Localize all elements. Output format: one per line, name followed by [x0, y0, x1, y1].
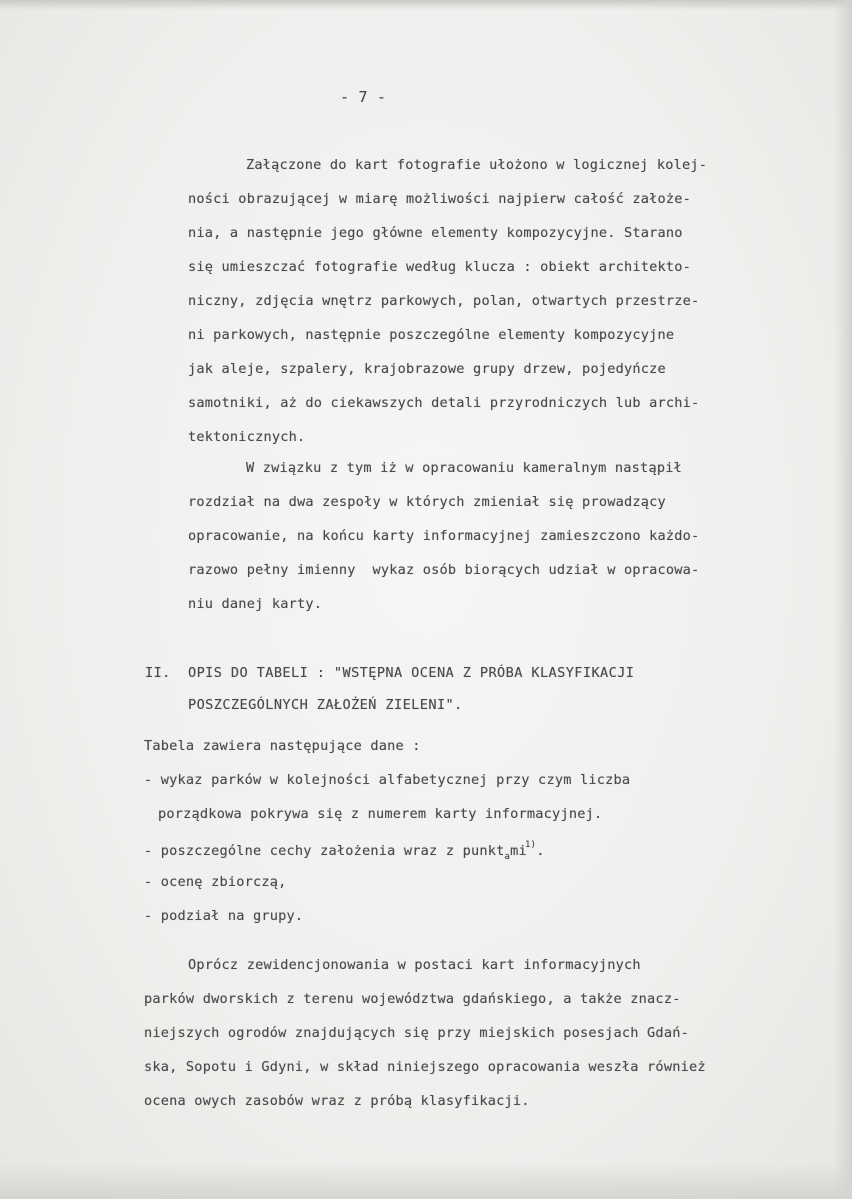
- text-line: niejszych ogrodów znajdujących się przy miejskich posesjach Gdań-: [144, 1025, 689, 1041]
- list-item-text: mi: [510, 843, 527, 859]
- list-item: - ocenę zbiorczą,: [144, 874, 287, 890]
- typed-subscript: a: [504, 852, 511, 862]
- text-line: razowo pełny imienny wykaz osób biorących udział w opracowa-: [188, 562, 700, 578]
- text-line: niczny, zdjęcia wnętrz parkowych, polan, otwartych przestrze-: [188, 293, 700, 309]
- section-title-line: OPIS DO TABELI : "WSTĘPNA OCENA Z PRÓBA KLASYFIKACJI: [188, 665, 635, 681]
- section-number: II.: [145, 665, 171, 681]
- table-intro: Tabela zawiera następujące dane :: [144, 738, 421, 754]
- list-item-text: - poszczególne cechy założenia wraz z punkt: [144, 843, 505, 859]
- text-line: ności obrazującej w miarę możliwości najpierw całość założe-: [188, 191, 692, 207]
- list-item-text: .: [536, 843, 545, 859]
- list-item-continuation: porządkowa pokrywa się z numerem karty informacyjnej.: [158, 806, 603, 822]
- text-line: ska, Sopotu i Gdyni, w skład niniejszego opracowania weszła również: [144, 1059, 706, 1075]
- list-item: [144, 840, 545, 862]
- text-line: jak aleje, szpalery, krajobrazowe grupy drzew, pojedyńcze: [188, 361, 666, 377]
- text-line: Załączone do kart fotografie ułożono w logicznej kolej-: [246, 157, 708, 173]
- text-line: opracowanie, na końcu karty informacyjnej zamieszczono każdo-: [188, 528, 700, 544]
- text-line: rozdział na dwa zespoły w których zmieniał się prowadzący: [188, 494, 666, 510]
- list-item: - wykaz parków w kolejności alfabetycznej przy czym liczba: [144, 772, 631, 788]
- text-line: niu danej karty.: [188, 596, 323, 612]
- page-number: - 7 -: [340, 88, 387, 106]
- text-line: parków dworskich z terenu województwa gdańskiego, a także znacz-: [144, 991, 681, 1007]
- text-line: się umieszczać fotografie według klucza : obiekt architekto-: [188, 259, 692, 275]
- text-line: Oprócz zewidencjonowania w postaci kart informacyjnych: [188, 957, 641, 973]
- text-line: ni parkowych, następnie poszczególne elementy kompozycyjne: [188, 327, 675, 343]
- footnote-marker: 1): [524, 840, 537, 850]
- text-line: W związku z tym iż w opracowaniu kameralnym nastąpił: [246, 460, 682, 476]
- text-line: ocena owych zasobów wraz z próbą klasyfikacji.: [144, 1093, 530, 1109]
- list-item: - podział na grupy.: [144, 908, 304, 924]
- text-line: samotniki, aż do ciekawszych detali przyrodniczych lub archi-: [188, 395, 700, 411]
- text-line: nia, a następnie jego główne elementy kompozycyjne. Starano: [188, 225, 683, 241]
- text-line: tektonicznych.: [188, 429, 306, 445]
- section-title-line: POSZCZEGÓLNYCH ZAŁOŻEŃ ZIELENI".: [188, 697, 463, 713]
